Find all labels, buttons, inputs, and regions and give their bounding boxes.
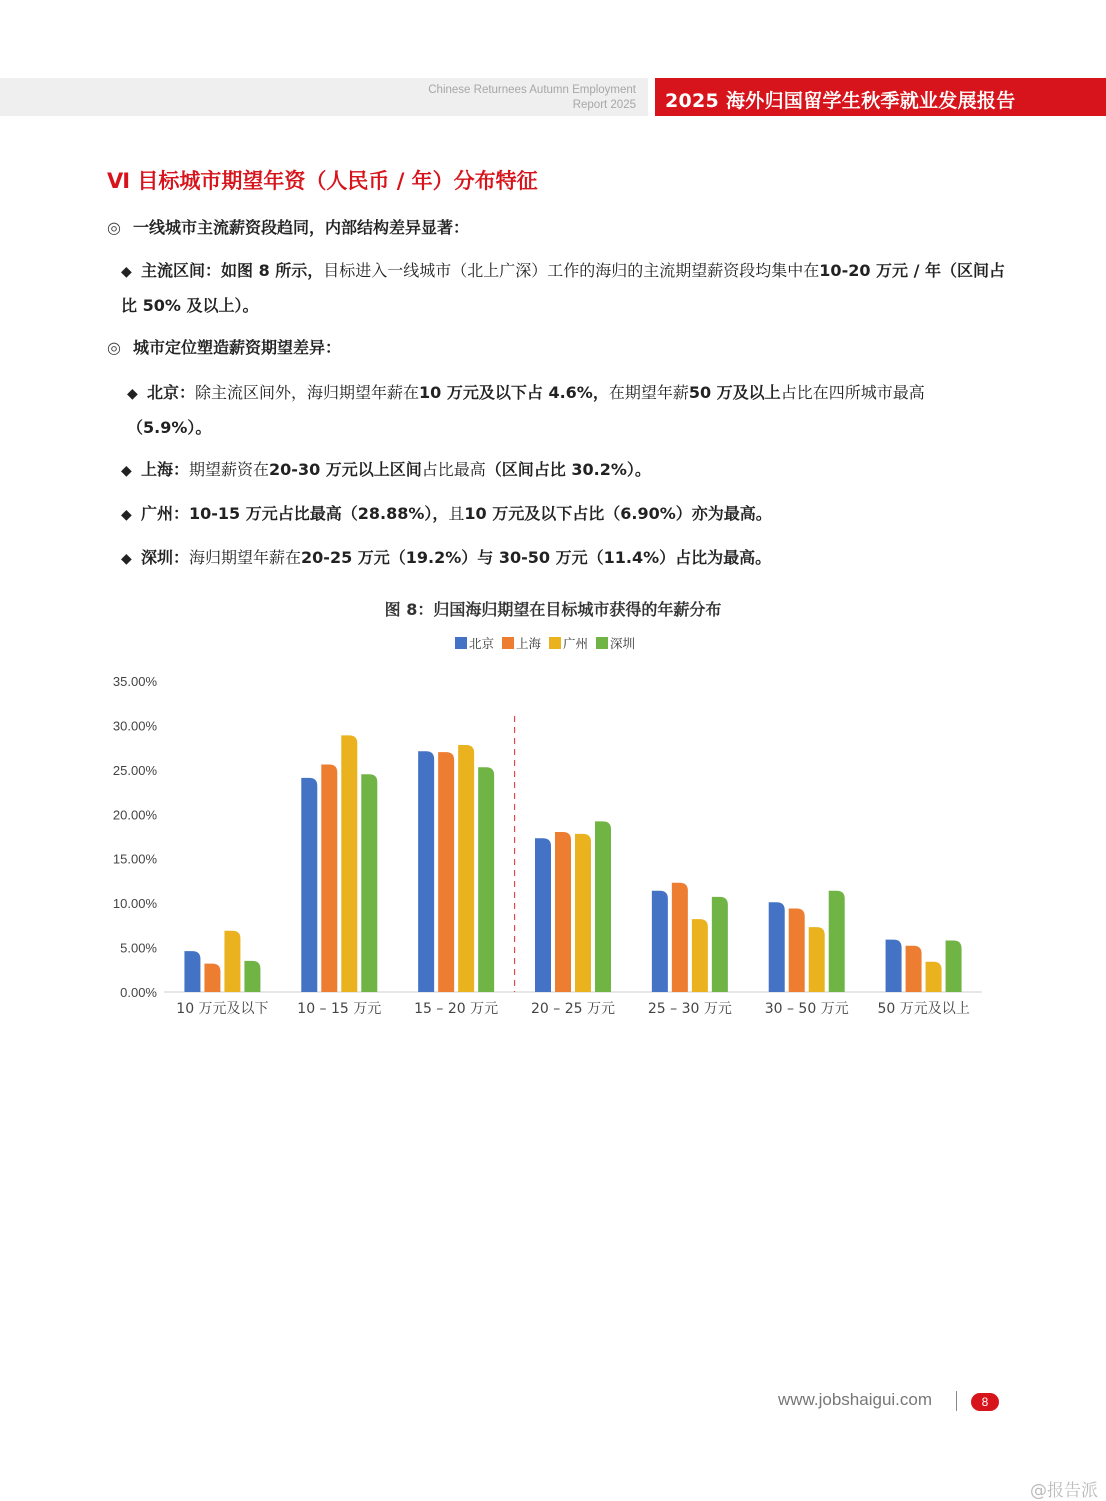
legend-item-shanghai	[502, 634, 541, 652]
diamond-icon: ◆	[121, 551, 132, 567]
bar	[361, 774, 377, 992]
bar	[712, 897, 728, 992]
y-tick-label: 20.00%	[112, 807, 157, 823]
bar	[946, 940, 962, 992]
bar	[321, 765, 337, 992]
section-title: Ⅵ 目标城市期望年资（人民币 / 年）分布特征	[107, 169, 538, 193]
bar	[692, 919, 708, 992]
legend-item-beijing	[455, 634, 494, 652]
guangzhou-t1: 且	[448, 504, 465, 523]
mainstream-bold: 10-20 万元 / 年（区间占比 50% 及以上）。	[121, 261, 1006, 315]
shenzhen-label: 深圳：	[141, 548, 190, 567]
bar	[926, 962, 942, 992]
bar	[341, 735, 357, 992]
legend-label: 深圳	[610, 636, 636, 651]
chart-title: 图 8：归国海归期望在目标城市获得的年薪分布	[384, 600, 722, 619]
point-2-text: 城市定位塑造薪资期望差异：	[133, 338, 342, 357]
beijing-t1: 除主流区间外，海归期望年薪在	[195, 383, 420, 402]
bar	[418, 751, 434, 992]
legend-swatch	[455, 637, 467, 649]
legend-item-shenzhen	[596, 634, 635, 652]
bar	[886, 940, 902, 992]
x-tick-label: 25 – 30 万元	[647, 1001, 732, 1017]
bar	[672, 883, 688, 992]
beijing-b2: 50 万及以上	[688, 383, 781, 402]
header-english-subtitle	[336, 83, 636, 113]
circle-mark-icon: ◎	[107, 338, 121, 357]
x-tick-label: 10 万元及以下	[176, 1001, 269, 1017]
bar	[829, 891, 845, 992]
bar	[555, 832, 571, 992]
y-tick-label: 35.00%	[112, 674, 157, 689]
shenzhen-t1: 海归期望年薪在	[189, 548, 302, 567]
legend-swatch	[502, 637, 514, 649]
bar	[478, 767, 494, 992]
bar	[184, 951, 200, 992]
guangzhou-b2: 10 万元及以下占比（6.90%）亦为最高。	[464, 504, 772, 523]
beijing-t3: 占比在四所城市最高	[780, 383, 925, 402]
guangzhou-label: 广州：	[141, 504, 190, 523]
bar	[438, 752, 454, 992]
shenzhen-b1: 20-25 万元（19.2%）与 30-50 万元（11.4%）占比为最高。	[301, 548, 772, 567]
diamond-icon: ◆	[121, 507, 132, 523]
footer-separator	[956, 1391, 957, 1411]
y-tick-label: 15.00%	[112, 851, 157, 867]
beijing-b1: 10 万元及以下占 4.6%，	[419, 383, 609, 402]
bar	[769, 902, 785, 992]
point-1-text: 一线城市主流薪资段趋同，内部结构差异显著：	[133, 218, 470, 237]
salary-bar-chart	[0, 660, 1106, 1040]
shanghai-t2: 占比最高	[421, 460, 486, 479]
diamond-icon: ◆	[121, 463, 132, 479]
legend-label: 北京	[469, 636, 495, 651]
beijing-label: 北京：	[147, 383, 196, 402]
bar	[789, 908, 805, 992]
bar	[224, 931, 240, 992]
watermark: @报告派	[1030, 1481, 1098, 1501]
legend-item-guangzhou	[549, 634, 588, 652]
point-beijing	[127, 376, 1007, 444]
shanghai-label: 上海：	[141, 460, 190, 479]
bar	[301, 778, 317, 992]
y-tick-label: 25.00%	[112, 762, 157, 778]
bar	[244, 961, 260, 992]
shanghai-b1: 20-30 万元以上区间	[269, 460, 422, 479]
bar	[575, 834, 591, 992]
bar	[535, 838, 551, 992]
x-tick-label: 50 万元及以上	[877, 1001, 970, 1017]
mainstream-label: 主流区间：如图 8 所示，	[141, 261, 324, 280]
beijing-b3: （5.9%）。	[127, 418, 212, 437]
legend-label: 广州	[563, 636, 589, 651]
header-en-line2: Report 2025	[572, 99, 636, 111]
legend-swatch	[596, 637, 608, 649]
chart-legend	[455, 634, 635, 652]
beijing-t2: 在期望年薪	[608, 383, 689, 402]
point-1	[107, 211, 1007, 244]
bar	[204, 964, 220, 992]
header-title: 2025 海外归国留学生秋季就业发展报告	[665, 90, 1016, 112]
point-guangzhou	[121, 497, 1006, 532]
header-title-box	[655, 78, 1106, 116]
x-tick-label: 20 – 25 万元	[531, 1001, 615, 1017]
diamond-icon: ◆	[127, 386, 138, 402]
bar	[458, 745, 474, 992]
legend-swatch	[549, 637, 561, 649]
circle-mark-icon: ◎	[107, 218, 121, 237]
y-tick-label: 5.00%	[120, 940, 157, 956]
header-en-line1: Chinese Returnees Autumn Employment	[428, 84, 636, 96]
bar	[652, 891, 668, 992]
bar	[809, 927, 825, 992]
bar	[906, 946, 922, 992]
point-mainstream	[121, 254, 1006, 322]
legend-label: 上海	[516, 636, 542, 651]
y-tick-label: 10.00%	[112, 896, 157, 912]
y-tick-label: 30.00%	[112, 718, 157, 734]
x-tick-label: 30 – 50 万元	[764, 1001, 849, 1017]
guangzhou-b1: 10-15 万元占比最高（28.88%），	[189, 504, 449, 523]
footer-url[interactable]: www.jobshaigui.com	[778, 1390, 933, 1409]
y-tick-label: 0.00%	[120, 985, 157, 1000]
point-shanghai	[121, 453, 1006, 488]
x-tick-label: 15 – 20 万元	[414, 1001, 499, 1017]
mainstream-text: 目标进入一线城市（北上广深）工作的海归的主流期望薪资段均集中在	[323, 261, 820, 280]
point-2	[107, 331, 1007, 364]
page-number: 8	[971, 1393, 999, 1411]
shanghai-t1: 期望薪资在	[189, 460, 270, 479]
shanghai-b2: （区间占比 30.2%）。	[485, 460, 651, 479]
bar	[595, 821, 611, 992]
x-tick-label: 10 – 15 万元	[297, 1001, 382, 1017]
point-shenzhen	[121, 541, 1006, 576]
diamond-icon: ◆	[121, 264, 132, 280]
